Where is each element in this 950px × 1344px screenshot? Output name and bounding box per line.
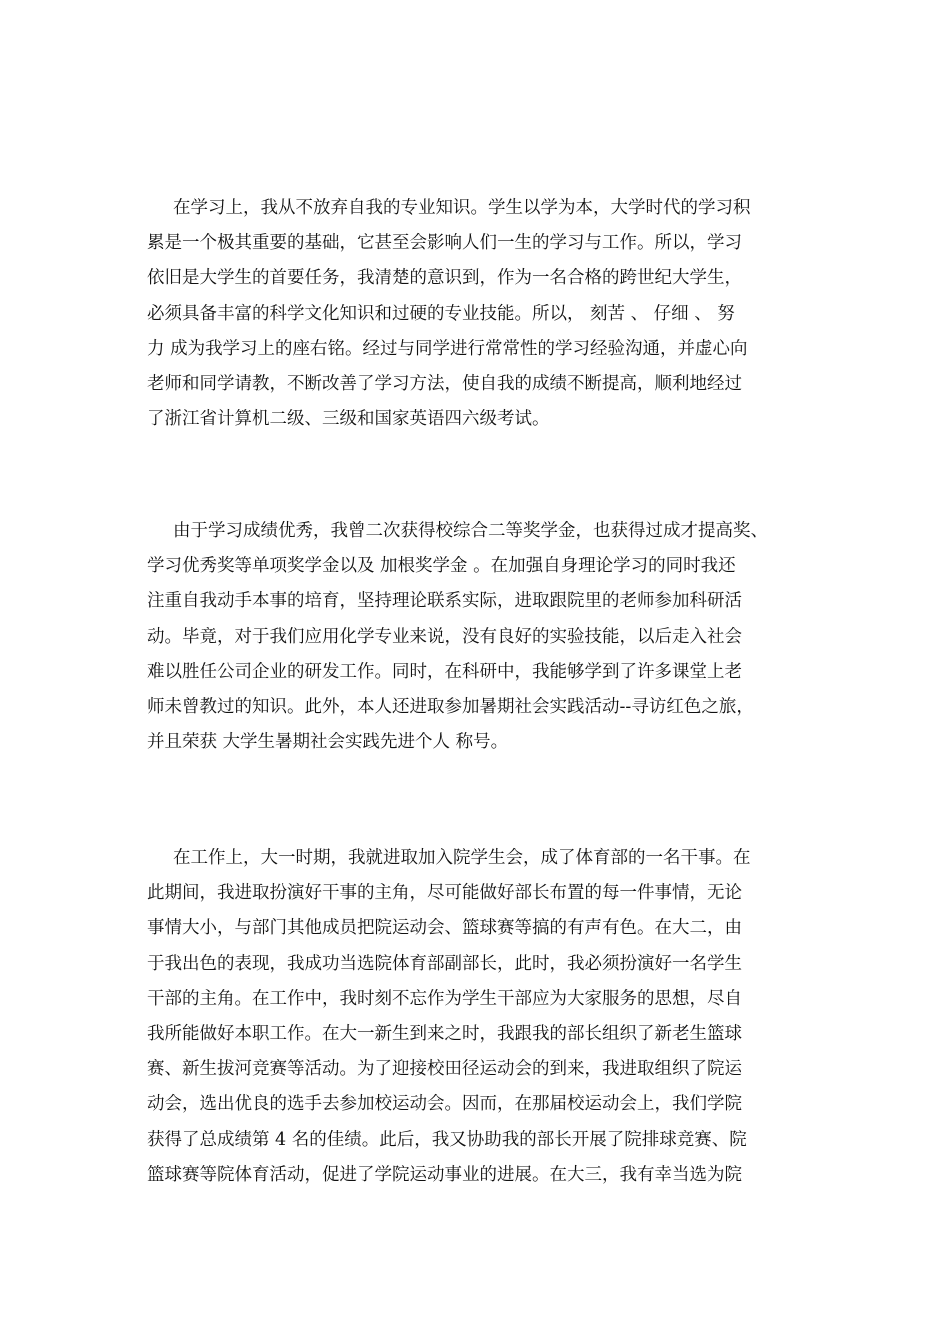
text-line: 在工作上，大一时期，我就进取加入院学生会，成了体育部的一名干事。在 — [173, 848, 751, 868]
text-line: 于我出色的表现，我成功当选院体育部副部长，此时，我必须扮演好一名学生 — [147, 953, 742, 974]
paragraph-awards-research — [147, 514, 827, 760]
paragraph-work — [147, 841, 827, 1193]
text-line: 事情大小，与部门其他成员把院运动会、篮球赛等搞的有声有色。在大二，由 — [147, 918, 742, 939]
text-line: 干部的主角。在工作中，我时刻不忘作为学生干部应为大家服务的思想，尽自 — [147, 988, 742, 1009]
text-line: 力 成为我学习上的座右铭。经过与同学进行常常性的学习经验沟通，并虚心向 — [147, 338, 748, 359]
text-line: 动会，选出优良的选手去参加校运动会。因而，在那届校运动会上，我们学院 — [147, 1094, 742, 1115]
text-line: 学习优秀奖等单项奖学金以及 加根奖学金 。在加强自身理论学习的同时我还 — [147, 556, 736, 577]
text-line: 赛、新生拔河竞赛等活动。为了迎接校田径运动会的到来，我进取组织了院运 — [147, 1059, 742, 1080]
text-line: 老师和同学请教，不断改善了学习方法，使自我的成绩不断提高，顺利地经过 — [147, 373, 742, 394]
text-line: 了浙江省计算机二级、三级和国家英语四六级考试。 — [147, 409, 550, 430]
text-line: 获得了总成绩第 4 名的佳绩。此后，我又协助我的部长开展了院排球竞赛、院 — [147, 1129, 747, 1150]
text-line: 篮球赛等院体育活动，促进了学院运动事业的进展。在大三，我有幸当选为院 — [147, 1164, 742, 1185]
text-line: 动。毕竟，对于我们应用化学专业来说，没有良好的实验技能，以后走入社会 — [147, 626, 742, 647]
paragraph-study — [147, 191, 827, 437]
text-line: 累是一个极其重要的基础，它甚至会影响人们一生的学习与工作。所以，学习 — [147, 233, 742, 254]
text-line: 难以胜任公司企业的研发工作。同时，在科研中，我能够学到了许多课堂上老 — [147, 661, 742, 682]
text-line: 依旧是大学生的首要任务，我清楚的意识到，作为一名合格的跨世纪大学生， — [147, 268, 742, 289]
text-line: 此期间，我进取扮演好干事的主角，尽可能做好部长布置的每一件事情，无论 — [147, 883, 742, 904]
text-line: 在学习上，我从不放弃自我的专业知识。学生以学为本，大学时代的学习积 — [173, 198, 751, 218]
text-line: 并且荣获 大学生暑期社会实践先进个人 称号。 — [147, 732, 509, 753]
text-line: 师未曾教过的知识。此外，本人还进取参加暑期社会实践活动--寻访红色之旅， — [147, 696, 754, 717]
text-line: 由于学习成绩优秀，我曾二次获得校综合二等奖学金，也获得过成才提高奖、 — [173, 521, 768, 541]
text-line: 必须具备丰富的科学文化知识和过硬的专业技能。所以， 刻苦 、 仔细 、 努 — [147, 303, 735, 324]
text-line: 我所能做好本职工作。在大一新生到来之时，我跟我的部长组织了新老生篮球 — [147, 1023, 742, 1044]
text-line: 注重自我动手本事的培育，坚持理论联系实际，进取跟院里的老师参加科研活 — [147, 591, 742, 612]
